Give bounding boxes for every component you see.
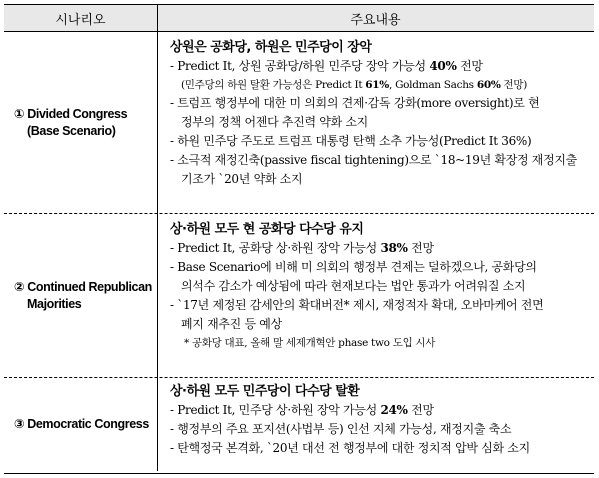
- scenario-title: 상·하원 모두 현 공화당 다수당 유지: [170, 222, 364, 237]
- scenario-label: [4, 214, 157, 378]
- content-line: - 소극적 재정긴축(passive fiscal tightening)으로 `18~19년 확장정 재정지출: [170, 153, 577, 167]
- scenario-subtitle: (Base Scenario): [27, 124, 116, 138]
- table-row-democratic-congress: [4, 378, 594, 471]
- header-scenario: 시나리오: [55, 12, 106, 28]
- scenario-label: [4, 32, 157, 214]
- scenario-title: 상·하원 모두 민주당이 다수당 탈환: [170, 384, 360, 399]
- scenario-table: [4, 4, 594, 474]
- content-line: - Base Scenario에 비해 미 의회의 행정부 견제는 덜하겠으나, 공화당의: [170, 260, 537, 274]
- content-line: - Predict It, 공화당 상·하원 장악 가능성 38% 전망: [170, 241, 434, 255]
- scenario-name: ③ Democratic Congress: [14, 417, 149, 431]
- table-row-divided-congress: [4, 32, 594, 214]
- content-line: - Predict It, 상원 공화당/하원 민주당 장악 가능성 40% 전망: [170, 59, 483, 73]
- content-line: - 트럼프 행정부에 대한 미 의회의 견제·감독 강화(more oversight)로 현: [170, 96, 540, 110]
- footnote: * 공화당 대표, 올해 말 세제개혁안 phase two 도입 시사: [184, 337, 436, 349]
- content-line: - 하원 민주당 주도로 트럼프 대통령 탄핵 소추 가능성(Predict It 36%): [170, 134, 532, 148]
- content-line: - Predict It, 민주당 상·하원 장악 가능성 24% 전망: [170, 403, 434, 417]
- scenario-subtitle: Majorities: [27, 297, 82, 311]
- scenario-content: [170, 220, 590, 352]
- scenario-title: 상원은 공화당, 하원은 민주당이 장악: [170, 40, 372, 55]
- table-header: [4, 5, 594, 32]
- header-main-content: 주요내용: [350, 12, 401, 28]
- content-line: 의석수 감소가 예상됨에 따라 현재보다는 법안 통과가 어려워질 소지: [181, 279, 526, 293]
- scenario-content: [170, 382, 590, 458]
- content-line: - 행정부의 주요 포지션(사법부 등) 인선 지체 가능성, 재정지출 축소: [170, 422, 512, 436]
- scenario-name: ② Continued Republican: [14, 280, 152, 294]
- table-row-continued-republican: [4, 214, 594, 378]
- content-line: 기조가 `20년 약화 소지: [181, 172, 303, 186]
- scenario-content: [170, 38, 590, 189]
- scenario-label: [4, 378, 157, 471]
- content-line: (민주당의 하원 탈환 가능성은 Predict It 61%, Goldman Sachs 60% 전망): [181, 79, 528, 91]
- content-line: - 탄핵정국 본격화, `20년 대선 전 행정부에 대한 정치적 압박 심화 소지: [170, 441, 530, 455]
- content-line: - `17년 제정된 감세안의 확대버전* 제시, 재정적자 확대, 오바마케어 전면: [170, 298, 544, 312]
- content-line: 정부의 정책 어젠다 추진력 약화 소지: [181, 115, 368, 129]
- scenario-name: ① Divided Congress: [14, 107, 128, 121]
- content-line: 폐지 재추진 등 예상: [181, 317, 282, 331]
